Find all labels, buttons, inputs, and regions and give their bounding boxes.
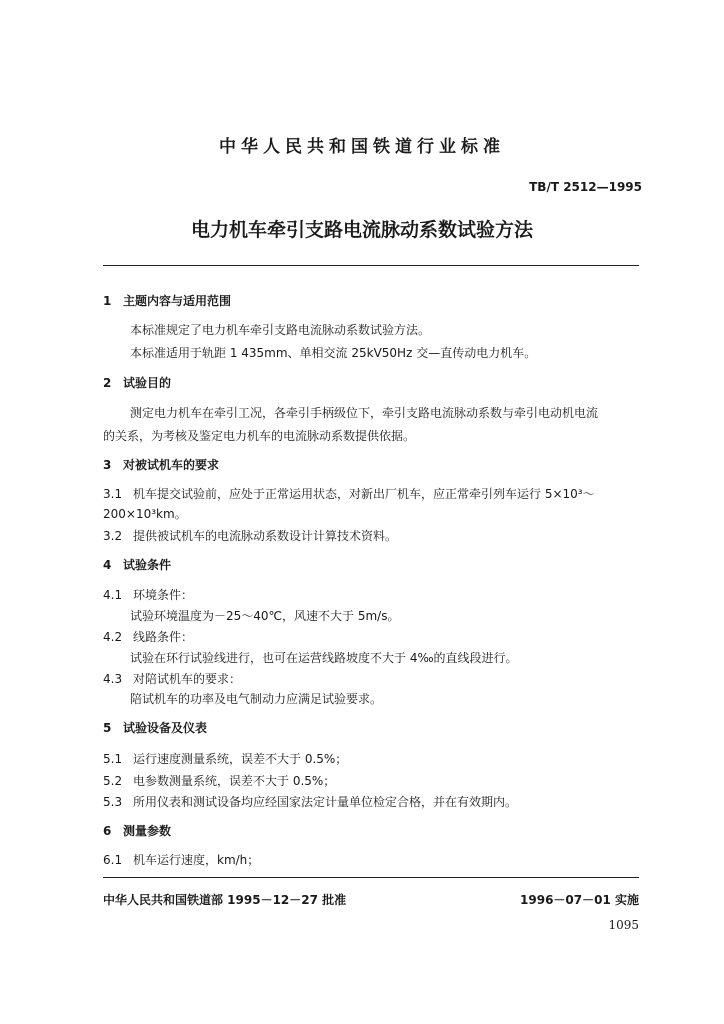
section-1-heading bbox=[103, 292, 231, 309]
section-title: 试验设备及仪表 bbox=[123, 721, 208, 735]
clause-text: 运行速度测量系统，误差不大于 0.5%； bbox=[133, 752, 348, 766]
title-divider bbox=[103, 265, 639, 266]
section-2-heading bbox=[103, 374, 171, 391]
section-6-heading bbox=[103, 822, 171, 839]
section-number: 3 bbox=[103, 458, 112, 472]
clause-4-2 bbox=[103, 628, 193, 645]
document-title: 电力机车牵引支路电流脉动系数试验方法 bbox=[190, 219, 533, 241]
section-number: 4 bbox=[103, 558, 112, 572]
section-3-heading bbox=[103, 456, 219, 473]
page-number: 1095 bbox=[608, 918, 639, 932]
clause-number: 5.2 bbox=[103, 774, 123, 788]
section-number: 2 bbox=[103, 376, 112, 390]
section-title: 测量参数 bbox=[123, 824, 172, 838]
clause-3-1 bbox=[103, 485, 595, 502]
clause-4-2-body: 试验在环行试验线进行，也可在运营线路坡度不大于 4‰的直线段进行。 bbox=[130, 651, 518, 665]
clause-3-1-continued: 200×10³km。 bbox=[103, 507, 187, 521]
clause-text: 提供被试机车的电流脉动系数设计计算技术资料。 bbox=[133, 529, 398, 543]
clause-4-3 bbox=[103, 670, 241, 687]
clause-number: 5.1 bbox=[103, 752, 123, 766]
clause-text: 电参数测量系统，误差不大于 0.5%； bbox=[133, 774, 336, 788]
clause-number: 3.2 bbox=[103, 529, 123, 543]
clause-text: 对陪试机车的要求： bbox=[133, 672, 242, 686]
section-title: 对被试机车的要求 bbox=[123, 458, 220, 472]
clause-5-3 bbox=[103, 793, 517, 810]
section-2-paragraph-line-1: 测定电力机车在牵引工况，各牵引手柄级位下，牵引支路电流脉动系数与牵引电动机电流 bbox=[130, 406, 599, 420]
clause-number: 5.3 bbox=[103, 795, 123, 809]
clause-text: 所用仪表和测试设备均应经国家法定计量单位检定合格，并在有效期内。 bbox=[133, 795, 518, 809]
implementation-line: 1996－07－01 实施 bbox=[520, 893, 639, 907]
clause-6-1 bbox=[103, 851, 259, 868]
standard-code: TB/T 2512—1995 bbox=[529, 180, 642, 194]
clause-number: 3.1 bbox=[103, 487, 123, 501]
clause-5-2 bbox=[103, 772, 335, 789]
clause-number: 4.2 bbox=[103, 630, 123, 644]
section-2-paragraph-line-2: 的关系，为考核及鉴定电力机车的电流脉动系数提供依据。 bbox=[103, 429, 416, 443]
section-number: 5 bbox=[103, 721, 112, 735]
clause-text: 环境条件： bbox=[133, 588, 194, 602]
section-1-paragraph-1: 本标准规定了电力机车牵引支路电流脉动系数试验方法。 bbox=[130, 323, 431, 337]
clause-4-1-body: 试验环境温度为－25～40℃，风速不大于 5m/s。 bbox=[130, 609, 400, 623]
clause-4-1 bbox=[103, 586, 193, 603]
clause-number: 4.1 bbox=[103, 588, 123, 602]
clause-text: 线路条件： bbox=[133, 630, 194, 644]
approval-line: 中华人民共和国铁道部 1995－12－27 批准 bbox=[103, 893, 347, 907]
clause-5-1 bbox=[103, 750, 347, 767]
section-number: 1 bbox=[103, 294, 112, 308]
clause-text: 机车运行速度，km/h； bbox=[133, 853, 260, 867]
clause-number: 4.3 bbox=[103, 672, 123, 686]
section-title: 试验目的 bbox=[123, 376, 172, 390]
section-5-heading bbox=[103, 719, 207, 736]
footer-divider bbox=[103, 877, 639, 878]
section-4-heading bbox=[103, 556, 171, 573]
section-title: 主题内容与适用范围 bbox=[123, 294, 232, 308]
clause-4-3-body: 陪试机车的功率及电气制动力应满足试验要求。 bbox=[130, 692, 383, 706]
section-1-paragraph-2: 本标准适用于轨距 1 435mm、单相交流 25kV50Hz 交—直传动电力机车。 bbox=[130, 346, 537, 360]
clause-text: 机车提交试验前，应处于正常运用状态，对新出厂机车，应正常牵引列车运行 5×10³～ bbox=[133, 487, 595, 501]
clause-3-2 bbox=[103, 527, 397, 544]
section-title: 试验条件 bbox=[123, 558, 172, 572]
section-number: 6 bbox=[103, 824, 112, 838]
document-header: 中华人民共和国铁道行业标准 bbox=[219, 137, 505, 157]
clause-number: 6.1 bbox=[103, 853, 123, 867]
